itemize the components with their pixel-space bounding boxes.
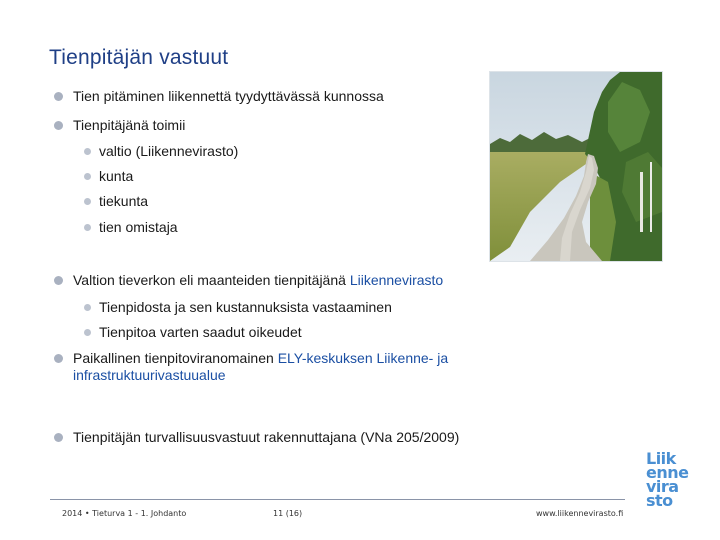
bullet-4	[73, 350, 448, 367]
liikennevirasto-logo	[646, 449, 706, 510]
bullet-3	[73, 272, 443, 289]
logo-line: vira	[646, 477, 679, 496]
slide-title: Tienpitäjän vastuut	[49, 46, 229, 69]
sub-bullet-dot	[84, 304, 91, 311]
sub-bullet: Tienpitoa varten saadut oikeudet	[99, 324, 302, 340]
bullet-2: Tienpitäjänä toimii	[73, 117, 186, 133]
sub-bullet-dot	[84, 148, 91, 155]
logo-line: sto	[646, 491, 673, 510]
gravel-road-photo	[489, 71, 663, 262]
bullet-1: Tien pitäminen liikennettä tyydyttävässä kunnossa	[73, 88, 384, 104]
sub-bullet-dot	[84, 198, 91, 205]
sub-bullet: Tienpidosta ja sen kustannuksista vastaaminen	[99, 299, 392, 315]
bullet-5: Tienpitäjän turvallisuusvastuut rakennuttajana (VNa 205/2009)	[73, 429, 460, 445]
sub-bullet: kunta	[99, 168, 134, 184]
sub-bullet: tien omistaja	[99, 219, 178, 235]
website-link[interactable]: www.liikennevirasto.fi	[536, 509, 624, 518]
liikennevirasto-link: Liikennevirasto	[349, 272, 444, 288]
footer-divider	[50, 499, 625, 500]
logo-line: enne	[646, 463, 689, 482]
sub-bullet-dot	[84, 329, 91, 336]
ely-link-line2: infrastruktuurivastuualue	[73, 367, 226, 383]
bullet-dot	[54, 92, 63, 101]
logo-line: Liik	[646, 449, 676, 468]
ely-link-line1: ELY-keskuksen Liikenne- ja	[277, 350, 449, 366]
bullet-dot	[54, 433, 63, 442]
bullet-dot	[54, 121, 63, 130]
bullet-dot	[54, 354, 63, 363]
sub-bullet-dot	[84, 173, 91, 180]
page-number: 11 (16)	[273, 509, 303, 518]
footer-left-text: 2014 • Tieturva 1 - 1. Johdanto	[62, 509, 187, 518]
sub-bullet-dot	[84, 224, 91, 231]
bullet-dot	[54, 276, 63, 285]
sub-bullet: tiekunta	[99, 193, 149, 209]
bullet-3-text: Valtion tieverkon eli maanteiden tienpitäjänä	[73, 272, 350, 288]
bullet-4-text: Paikallinen tienpitoviranomainen	[73, 350, 278, 366]
sub-bullet: valtio (Liikennevirasto)	[99, 143, 239, 159]
